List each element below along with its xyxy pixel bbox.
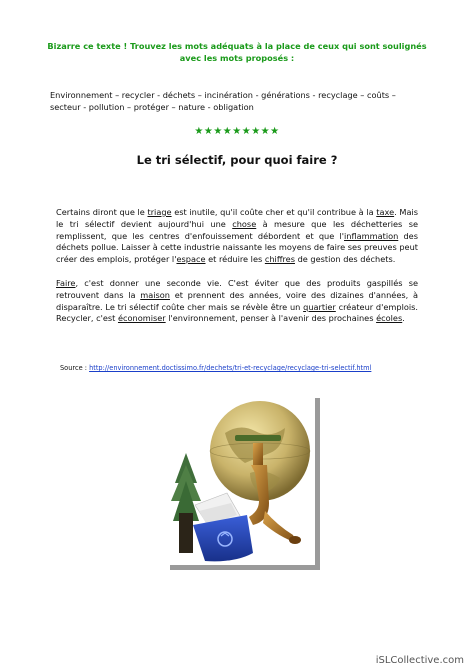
text: à mesure que les déchetteries se remplissent, que les centres d'enfouissement débordent et que l' (56, 218, 418, 241)
source-line (60, 364, 440, 372)
text: . Mais le tri sélectif devient aujourd'hui une (56, 207, 418, 229)
tap-handle (235, 435, 281, 441)
underlined-word: chose (232, 218, 257, 229)
underlined-word: quartier (303, 301, 336, 312)
text: est inutile, qu'il coûte cher et qu'il contribue à la (171, 207, 377, 217)
text: Certains diront que le (56, 207, 148, 217)
globe-faucet-illustration (165, 393, 315, 565)
underlined-word: maison (140, 289, 170, 300)
paragraph-1 (56, 207, 418, 266)
page-title: Le tri sélectif, pour quoi faire ? (136, 153, 338, 167)
star-separator: ★★★★★★★★★ (194, 126, 280, 137)
underlined-word: inflammation (344, 230, 399, 241)
source-label: Source : (60, 364, 90, 372)
text: créateur d'emplois. Recycler, c'est (56, 301, 418, 324)
text: , c'est donner une seconde vie. C'est éviter que des produits gaspillés se retrouvent dans la (56, 278, 418, 300)
underlined-word: taxe (376, 207, 395, 217)
word-list-line-1: Environnement – recycler - déchets – incinération - générations - recyclage – coûts – (50, 90, 396, 100)
source-link[interactable]: http://environnement.doctissimo.fr/dechets/tri-et-recyclage/recyclage-tri-selectif.html (89, 364, 372, 372)
underlined-word: économiser (117, 313, 166, 324)
word-list (50, 89, 440, 113)
underlined-word: Faire (56, 278, 76, 288)
recycling-illustration (165, 393, 315, 565)
underlined-word: triage (147, 207, 172, 217)
text: l'environnement, penser à l'avenir des prochaines (165, 313, 377, 324)
instructions (40, 40, 434, 64)
footer-watermark: iSLCollective.com (375, 655, 464, 666)
text: et prennent des années, voire des dizaines d'années, à disparaître. Le tri sélectif coûte cher mais se révèle être un (56, 289, 418, 312)
text: des déchets pollue. Laisser à cette industrie naissante les moyens de faire ses preuves peut créer des emplois, protéger l' (56, 230, 418, 265)
word-list-line-2: secteur - pollution – protéger – nature - obligation (50, 102, 254, 112)
underlined-word: écoles (376, 313, 403, 324)
text: et réduire les (205, 254, 265, 265)
underlined-word: chiffres (264, 254, 295, 265)
underlined-word: espace (176, 254, 206, 265)
recycling-bag-icon (193, 515, 253, 561)
paragraph-2 (56, 278, 418, 325)
text: de gestion des déchets. (294, 254, 396, 265)
text: . (402, 313, 405, 324)
instructions-line-2: avec les mots proposés : (179, 53, 295, 63)
instructions-line-1: Bizarre ce texte ! Trouvez les mots adéquats à la place de ceux qui sont soulignés (47, 41, 427, 51)
